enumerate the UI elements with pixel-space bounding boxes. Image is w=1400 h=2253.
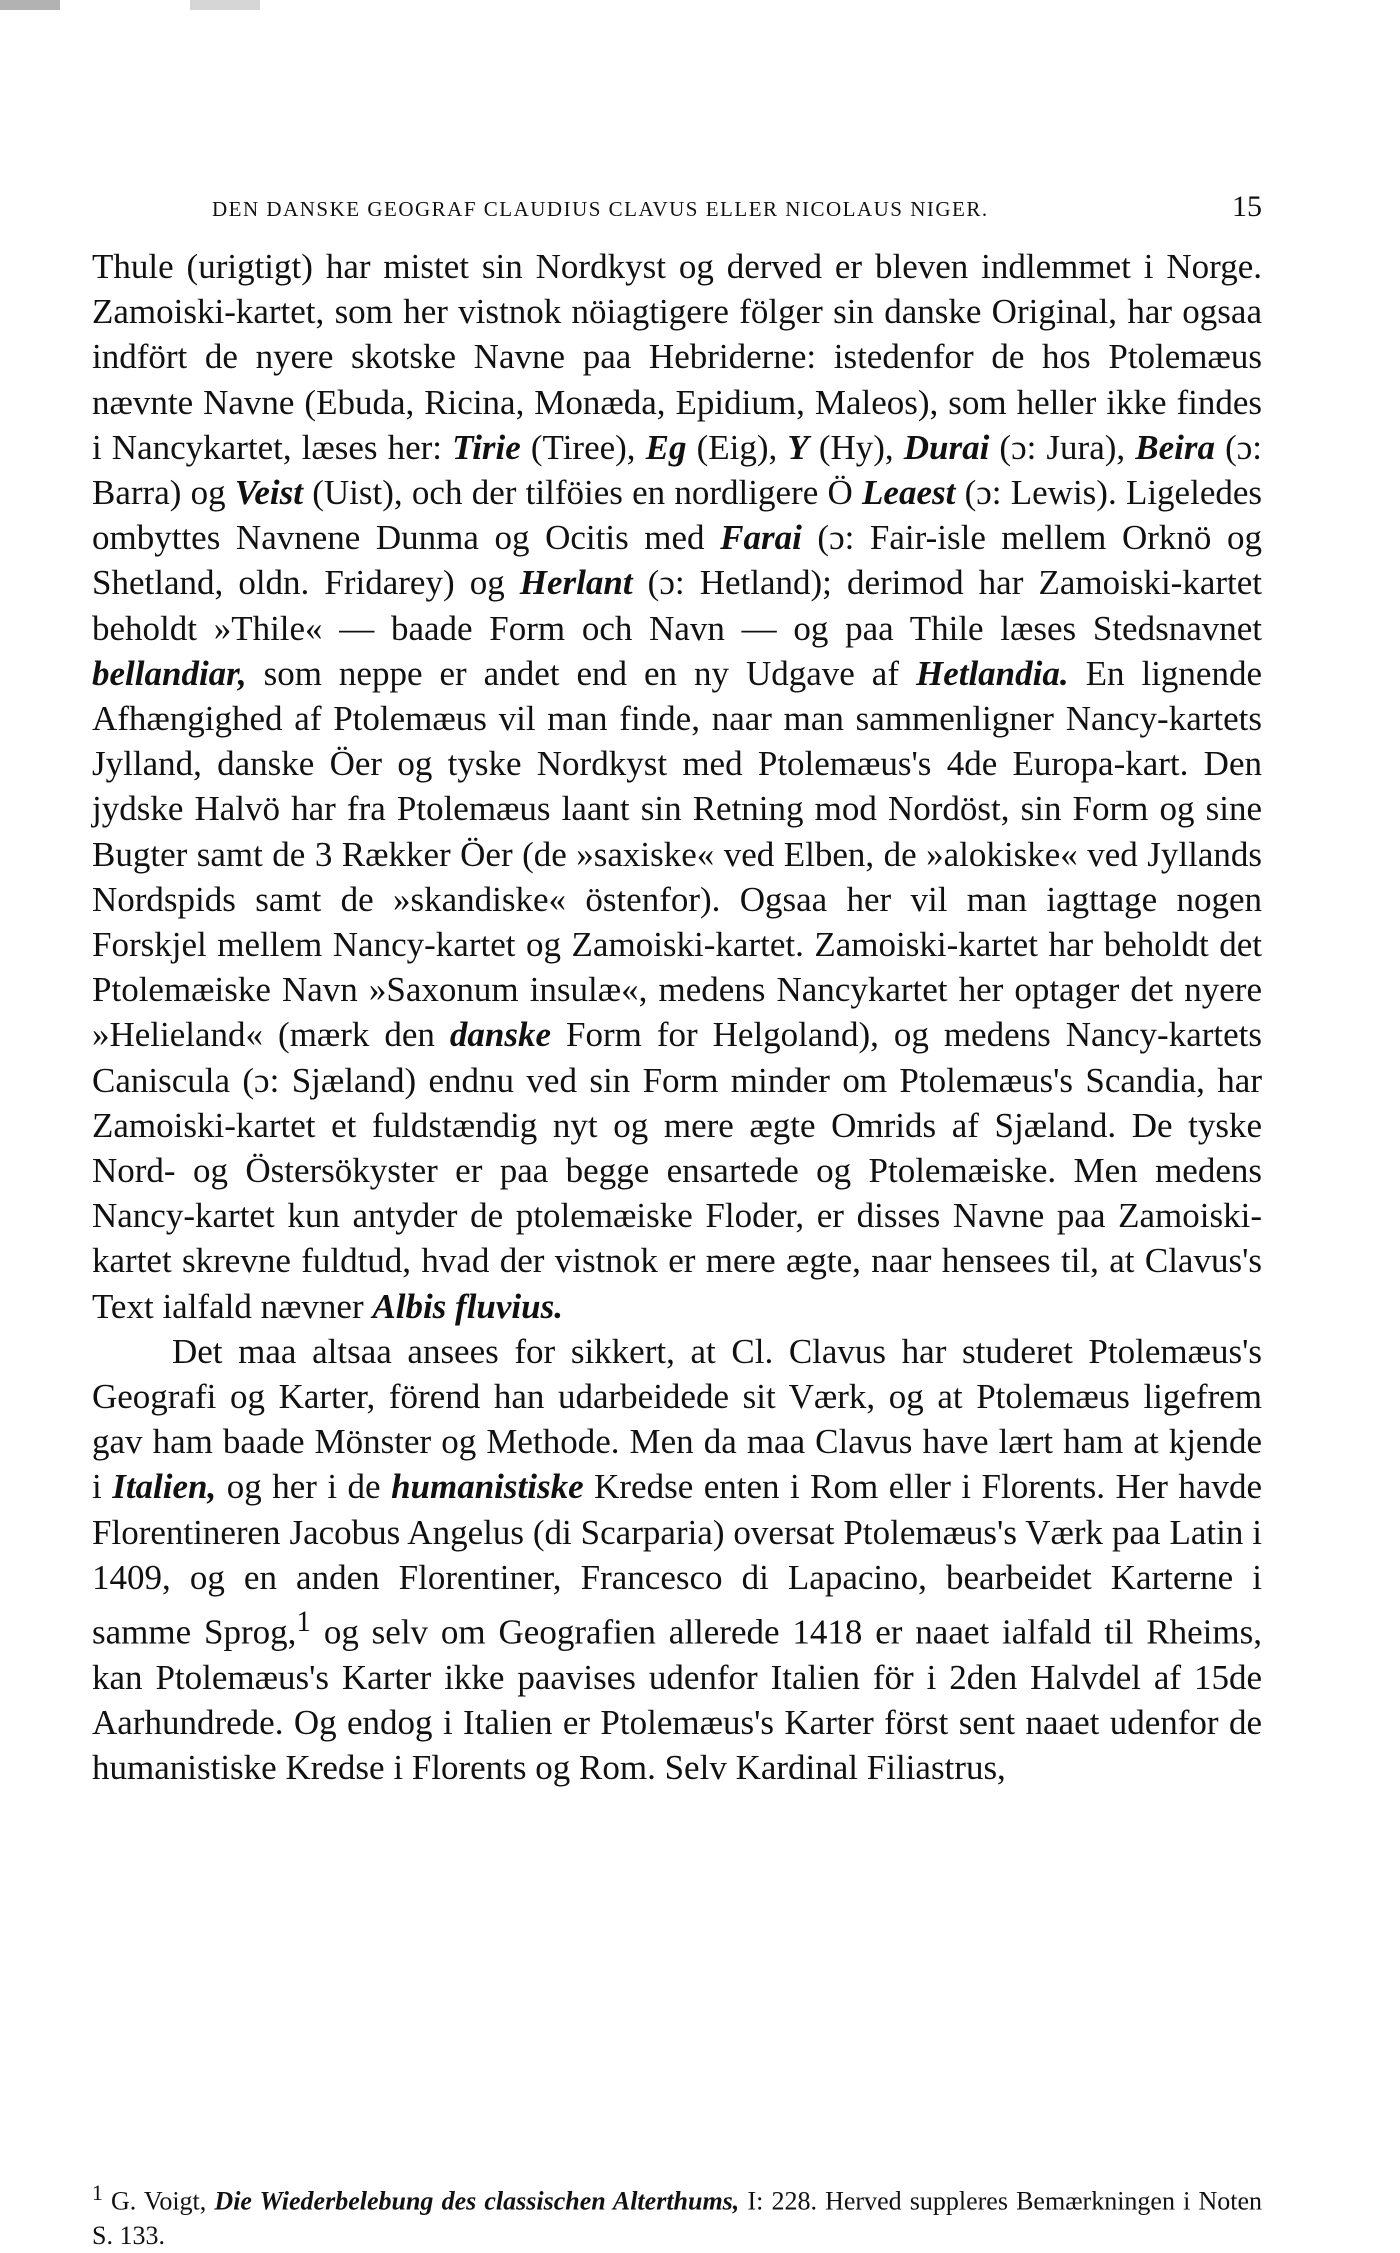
italic-term: Die Wiederbelebung des classischen Alterthums, <box>214 2186 740 2216</box>
text-run: Det maa altsaa ansees for sikkert, at Cl. Clavus har studeret Ptolemæus's Geografi og Karter, förend han udarbeidede sit Værk, og at Ptolemæus ligefrem gav ham baade Mönster og Methode. Men da maa Clavus have lært ham at kjende i <box>92 1331 1262 1507</box>
text-run: (ɔ: Lewis). Ligeledes ombyttes Navnene Dunma og Ocitis med <box>92 473 1263 558</box>
text-run: (ɔ: Barra) og <box>92 427 1262 513</box>
italic-term: Veist <box>234 473 303 513</box>
italic-term: Tirie <box>452 427 521 467</box>
text-run: (Hy), <box>808 427 904 467</box>
italic-term: danske <box>449 1015 552 1055</box>
scan-edge <box>0 0 1400 10</box>
text-run: (ɔ: Jura), <box>989 427 1136 467</box>
running-title: DEN DANSKE GEOGRAF CLAUDIUS CLAVUS ELLER NICOLAUS NIGER. <box>212 197 989 221</box>
italic-term: Italien, <box>112 1467 217 1507</box>
italic-term: humanistiske <box>391 1467 584 1507</box>
text-run: som neppe er andet end en ny Udgave af <box>246 653 916 693</box>
italic-term: Eg <box>645 427 687 467</box>
text-run: og her i de <box>216 1467 392 1507</box>
italic-term: Beira <box>1135 427 1215 467</box>
text-run: Thule (urigtigt) har mistet sin Nordkyst og derved er bleven indlemmet i Norge. Zamoiski-kartet, som her vistnok nöiagtigere fölger sin danske Original, har ogsaa indfört de nyere skotske Navne paa Hebriderne: istedenfor de hos Ptolemæus nævnte Navne (Ebuda, Ricina, Monæda, Epidium, Maleos), som heller ikke findes i Nancykartet, læses her: <box>92 247 1262 467</box>
page-number: 15 <box>1232 190 1262 223</box>
text-run: I: 228. Herved suppleres Bemærkningen i Noten S. 133. <box>92 2186 1262 2250</box>
italic-term: Leaest <box>862 473 956 513</box>
italic-term: Y <box>787 427 809 467</box>
text-run: (ɔ: Fair-isle mellem Orknö og Shetland, oldn. Fridarey) og <box>92 518 1263 603</box>
text-run: og selv om Geografien allerede 1418 er naaet ialfald til Rheims, kan Ptolemæus's Karter ikke paavises udenfor Italien för i 2den Halvdel af 15de Aarhundrede. Og endog i Italien er Ptolemæus's Karter först sent naaet udenfor de humanistiske Kredse i Florents og Rom. Selv Kardinal Filiastrus, <box>92 1612 1262 1788</box>
text-run: (Tiree), <box>520 427 646 467</box>
text-run: (Uist), och der tilföies en nordligere Ö <box>302 473 863 513</box>
text-run: (Eig), <box>686 427 788 467</box>
footnote-marker: 1 <box>92 2181 103 2205</box>
italic-term: bellandiar, <box>92 653 247 693</box>
text-run: En lignende Afhængighed af Ptolemæus vil man finde, naar man sammenligner Nancy-kartets Jylland, danske Öer og tyske Nordkyst med Ptolemæus's 4de Europa-kart. Den jydske Halvö har fra Ptolemæus laant sin Retning mod Nordöst, sin Form og sine Bugter samt de 3 Rækker Öer (de »saxiske« ved Elben, de »alokiske« ved Jyllands Nordspids samt de »skandiske« östenfor). Ogsaa her vil man iagttage nogen Forskjel mellem Nancy-kartet og Zamoiski-kartet. Zamoiski-kartet har beholdt det Ptolemæiske Navn »Saxonum insulæ«, medens Nancykartet her optager det nyere »Helieland« (mærk den <box>92 653 1262 1055</box>
italic-term: Albis fluvius. <box>372 1286 563 1326</box>
text-run: Kredse enten i Rom eller i Florents. Her havde Florentineren Jacobus Angelus (di Scarparia) oversat Ptolemæus's Værk paa Latin i 1409, og en anden Florentiner, Francesco di Lapacino, bearbeidet Karterne i samme Sprog, <box>92 1467 1262 1652</box>
text-run: Form for Helgoland), og medens Nancy-kartets Caniscula (ɔ: Sjæland) endnu ved sin Form minder om Ptolemæus's Scandia, har Zamoiski-kartet et fuldstændig nyt og mere ægte Omrids af Sjæland. De tyske Nord- og Östersökyster er paa begge ensartede og Ptolemæiske. Men medens Nancy-kartet kun antyder de ptolemæiske Floder, er disses Navne paa Zamoiski-kartet skrevne fuldtud, hvad der vistnok er mere ægte, naar hensees til, at Clavus's Text ialfald nævner <box>92 1015 1263 1326</box>
running-header <box>212 190 1262 224</box>
italic-term: Herlant <box>519 563 633 603</box>
footnote <box>92 2176 1262 2253</box>
italic-term: Farai <box>720 518 802 558</box>
paragraph-2 <box>92 1329 1262 1791</box>
paragraph-1 <box>92 244 1262 1329</box>
italic-term: Hetlandia. <box>915 653 1069 693</box>
body-text <box>92 244 1262 1791</box>
footnote-marker: 1 <box>296 1606 311 1639</box>
italic-term: Durai <box>903 427 990 467</box>
text-run: (ɔ: Hetland); derimod har Zamoiski-kartet beholdt »Thile« — baade Form och Navn — og paa Thile læses Stedsnavnet <box>92 563 1262 648</box>
text-run: G. Voigt, <box>102 2186 215 2216</box>
